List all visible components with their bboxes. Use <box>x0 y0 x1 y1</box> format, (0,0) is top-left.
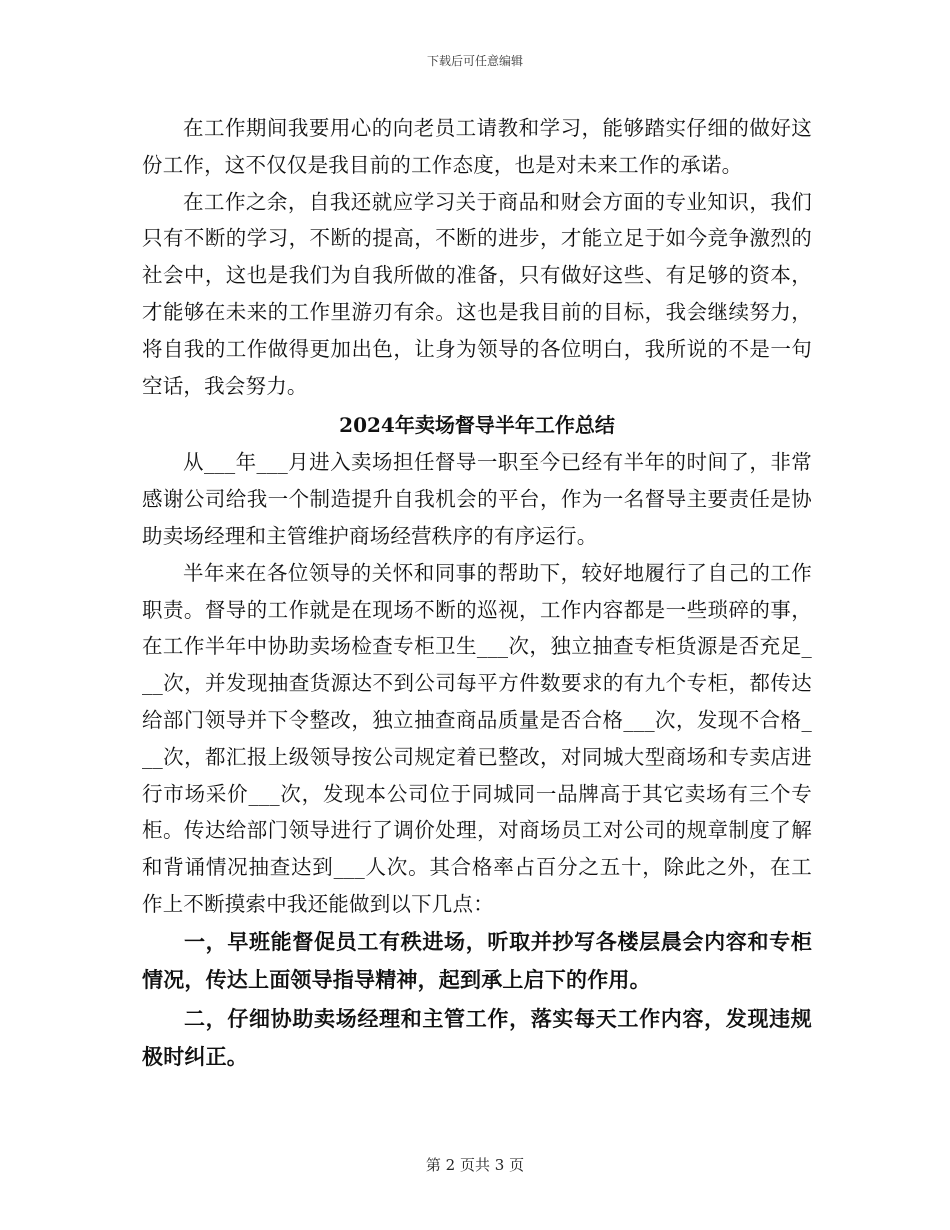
section-title: 2024年卖场督导半年工作总结 <box>339 413 615 438</box>
bold-point: 一，早班能督促员工有秩进场，听取并抄写各楼层晨会内容和专柜情况，传达上面领导指导精神，起到承上启下的作用。 <box>142 928 812 993</box>
page-header: 下载后可任意编辑 <box>426 54 523 68</box>
body-paragraph: 在工作之余，自我还就应学习关于商品和财会方面的专业知识，我们只有不断的学习，不断的提高，不断的进步，才能立足于如今竞争激烈的社会中，这也是我们为自我所做的准备，只有做好这些、有足够的资本，才能够在未来的工作里游刃有余。这也是我目前的目标，我会继续努力，将自我的工作做得更加出色，让身为领导的各位明白，我所说的不是一句空话，我会努力。 <box>142 189 812 398</box>
body-paragraph: 半年来在各位领导的关怀和同事的帮助下，较好地履行了自己的工作职责。督导的工作就是在现场不断的巡视，工作内容都是一些琐碎的事，在工作半年中协助卖场检查专柜卫生___次，独立抽查专柜货源是否充足___次，并发现抽查货源达不到公司每平方件数要求的有九个专柜，都传达给部门领导并下令整改，独立抽查商品质量是否合格___次，发现不合格___次，都汇报上级领导按公司规定着已整改，对同城大型商场和专卖店进行市场采价___次，发现本公司位于同城同一品牌高于其它卖场有三个专柜。传达给部门领导进行了调价处理，对商场员工对公司的规章制度了解和背诵情况抽查达到___人次。其合格率占百分之五十，除此之外，在工作上不断摸索中我还能做到以下几点： <box>142 560 812 916</box>
bold-point: 二，仔细协助卖场经理和主管工作，落实每天工作内容，发现违规极时纠正。 <box>142 1005 812 1070</box>
document-body <box>142 110 812 1077</box>
body-paragraph: 在工作期间我要用心的向老员工请教和学习，能够踏实仔细的做好这份工作，这不仅仅是我目前的工作态度，也是对未来工作的承诺。 <box>142 116 812 177</box>
body-paragraph: 从___年___月进入卖场担任督导一职至今已经有半年的时间了，非常感谢公司给我一个制造提升自我机会的平台，作为一名督导主要责任是协助卖场经理和主管维护商场经营秩序的有序运行。 <box>142 450 812 548</box>
page-footer: 第 2 页共 3 页 <box>425 1156 525 1174</box>
